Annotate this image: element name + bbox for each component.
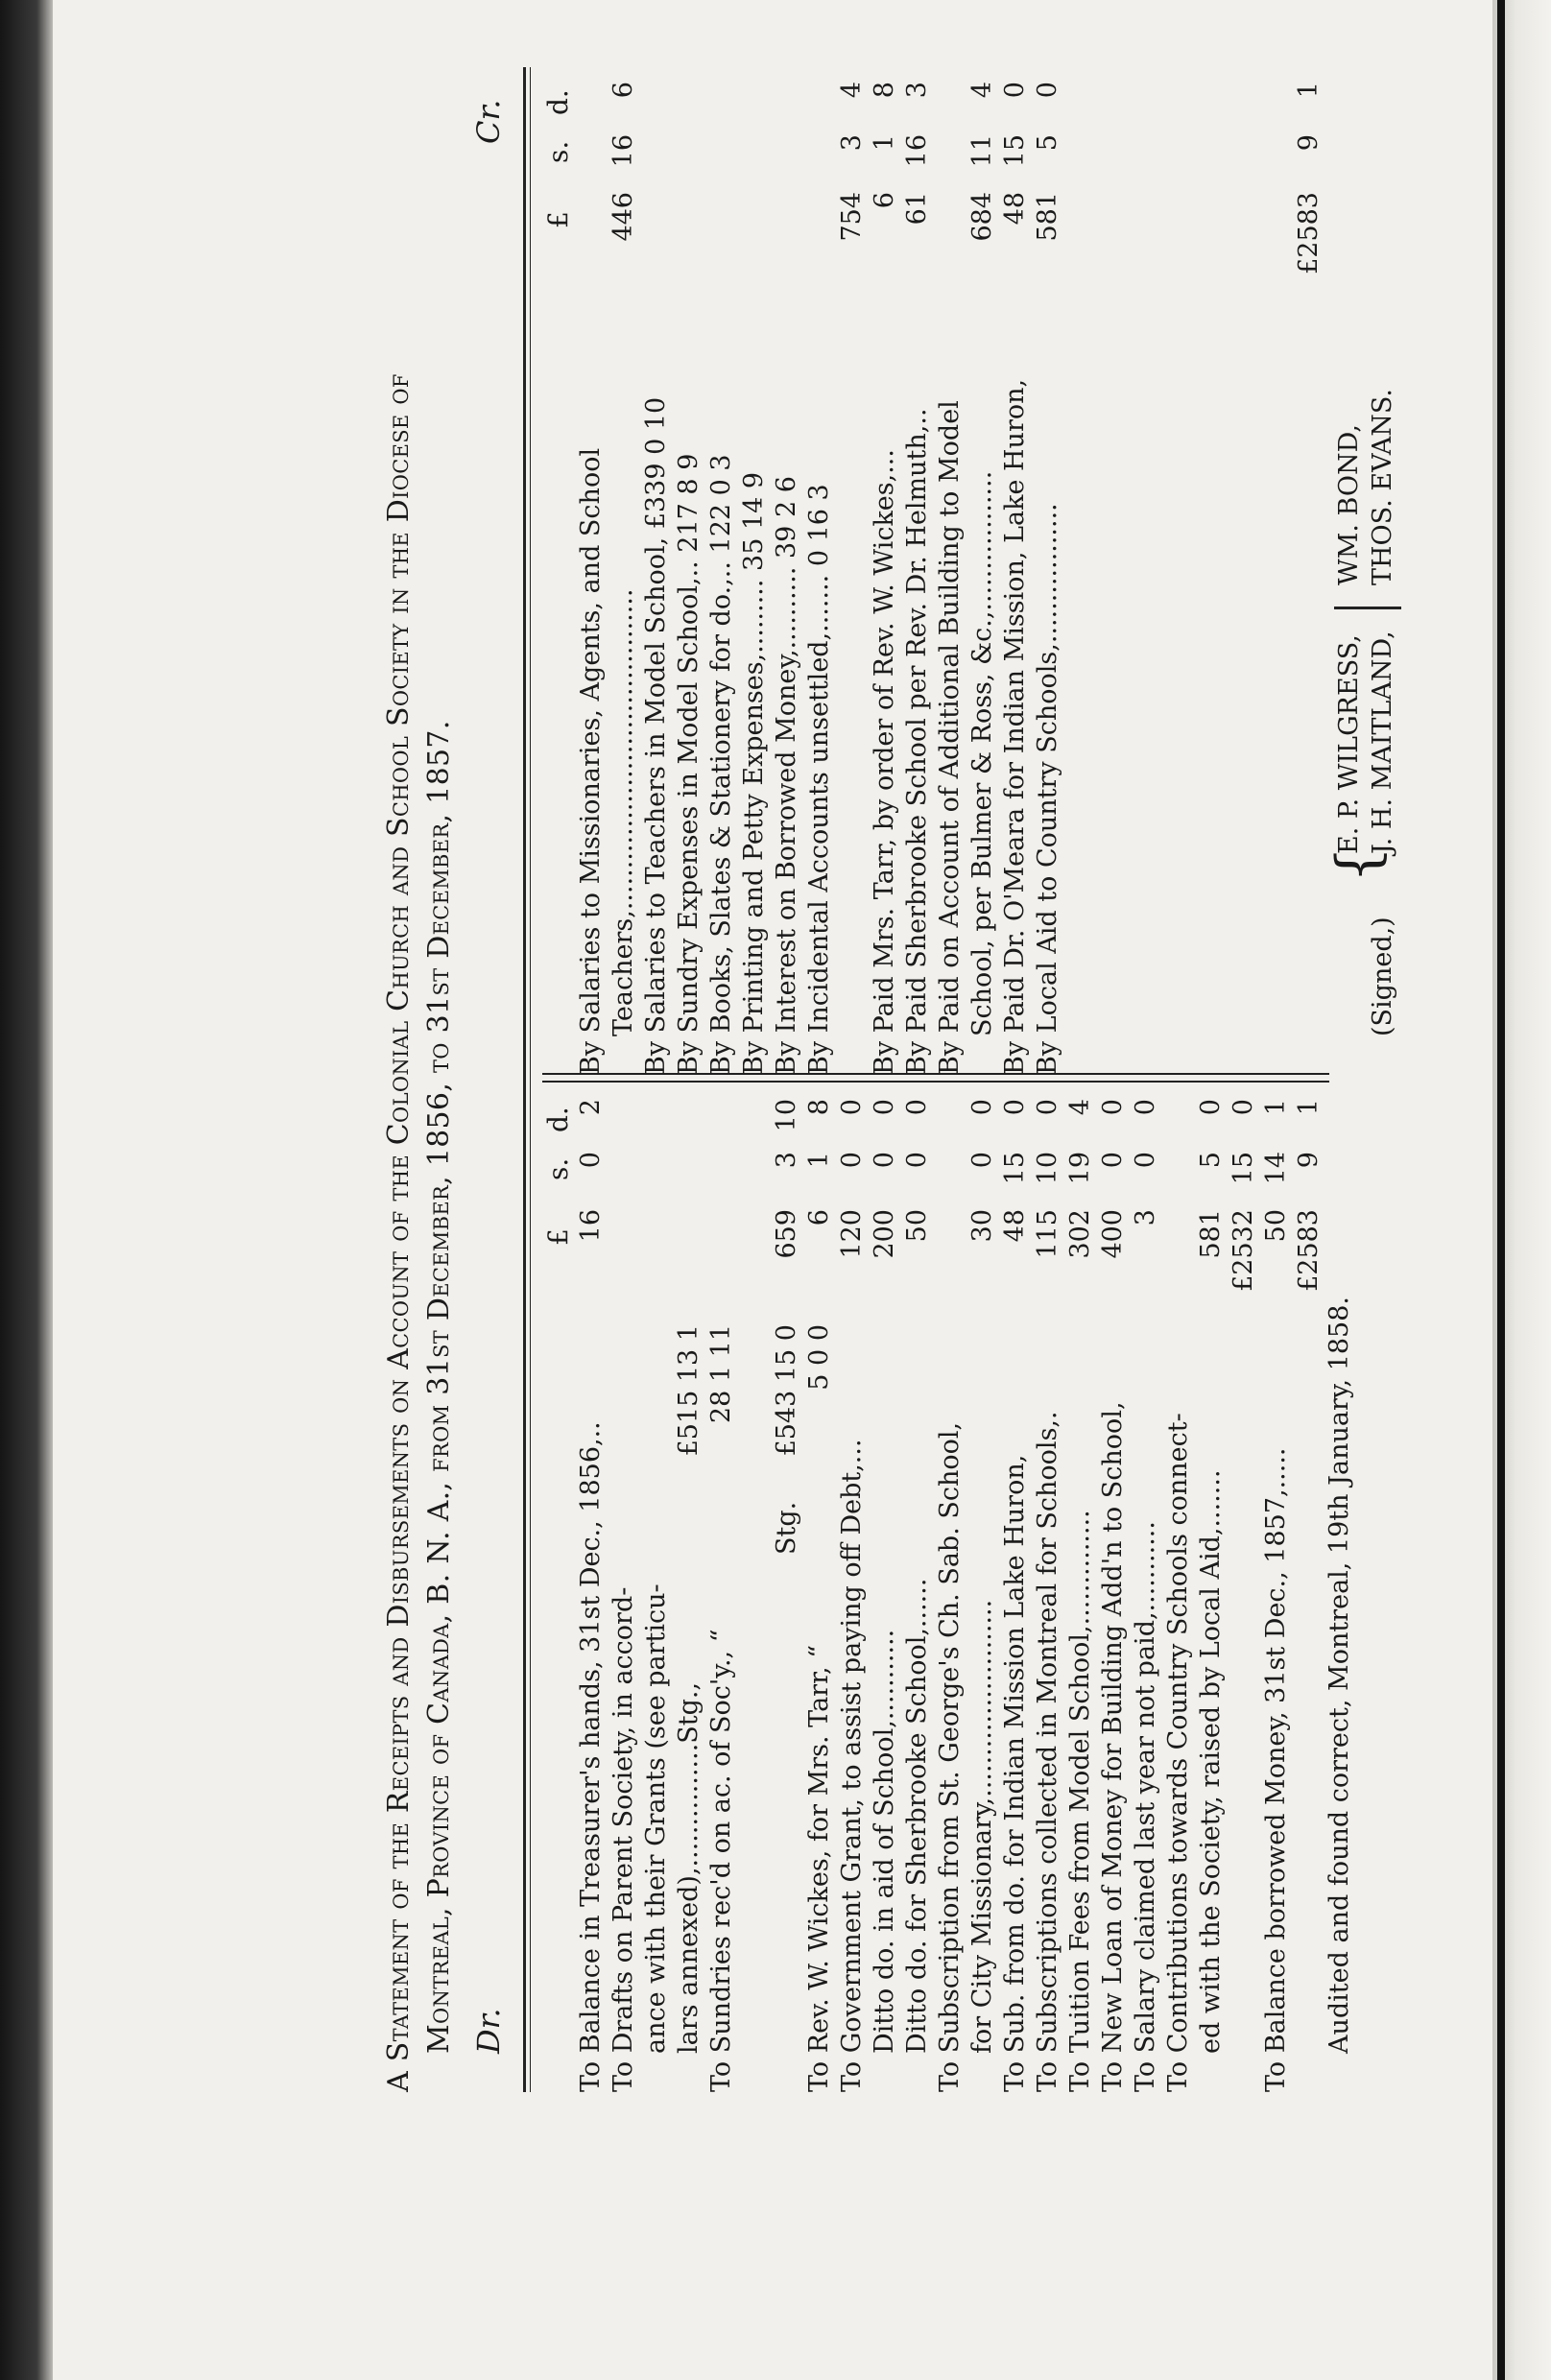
statement-title [379,115,460,2092]
receipt-amount-pounds: 50 [902,1209,932,1243]
top-rule-2 [530,67,531,2092]
receipt-row [575,1084,608,2092]
disbursement-row [1032,67,1064,1075]
receipt-amount-pounds: 6 [804,1209,834,1226]
receipt-amount-pounds: 659 [772,1209,801,1259]
receipt-amount-shillings: 15 [1229,1152,1258,1185]
disbursement-amount-pounds: 754 [837,192,867,242]
receipt-amount-shillings: 0 [837,1152,867,1169]
disbursement-amount-shillings: 16 [902,134,932,168]
receipt-row [640,1084,673,2092]
receipt-row [901,1084,934,2092]
disbursement-row [999,67,1032,1075]
receipt-amount-pence: 0 [837,1099,867,1116]
disbursement-amount-pounds: 6 [870,192,899,209]
receipt-amount-pounds: 200 [870,1209,899,1259]
disbursement-amount-pounds: 61 [902,192,932,226]
receipt-amount-shillings: 3 [772,1152,801,1169]
receipt-row [1097,1084,1130,2092]
receipt-amount-pence: 0 [1229,1099,1258,1116]
receipt-subtotal: 28 1 11 [706,1324,736,1424]
receipt-amount-pounds: 581 [1196,1209,1226,1259]
receipt-amount-pounds: £2583 [1294,1209,1324,1292]
disbursement-amount-pence: 4 [967,82,997,99]
receipt-amount-pence: 1 [1294,1099,1324,1116]
receipt-text: To Subscriptions collected in Montreal for Schools,. [1033,1411,1062,2092]
receipt-amount-pounds: 120 [837,1209,867,1259]
receipt-amount-pence: 0 [1098,1099,1128,1116]
credit-label: Cr. [470,99,507,144]
receipt-row [869,1084,901,2092]
receipt-amount-pounds: 115 [1033,1209,1062,1259]
disbursement-row [771,67,803,1075]
disbursement-amount-pence: 0 [1000,82,1030,99]
receipt-text: To Balance borrowed Money, 31st Dec., 1857,..... [1261,1447,1291,2092]
disbursement-text: By Paid on Account of Additional Building to Model [935,400,965,1075]
disbursement-row [1097,67,1130,1075]
disbursement-row [934,67,966,1075]
shillings-header: s. [542,140,574,163]
receipt-amount-shillings: 0 [967,1152,997,1169]
receipt-amount-pence: 8 [804,1099,834,1116]
receipt-amount-shillings: 1 [804,1152,834,1169]
disbursement-row [673,67,705,1075]
receipt-row [836,1084,869,2092]
disbursement-amount-pence: 4 [837,82,867,99]
disbursement-row [575,67,608,1075]
brace-glyph: { [1324,845,1392,883]
disbursement-text: By Printing and Petty Expenses,......... 35 14 9 [739,471,769,1075]
disbursements-currency-header [542,67,575,1075]
receipt-text: Stg. [772,1501,801,1555]
disbursement-amount-shillings: 11 [967,134,997,168]
title-line-2: Montreal, Province of Canada, B. N. A., from 31st December, 1856, to 31st December, 1857. [422,720,456,2054]
receipt-subtotal: £515 13 1 [674,1324,704,1457]
debit-label: Dr. [470,2008,507,2054]
receipt-text: To Government Grant, to assist paying off Debt,... [837,1439,867,2092]
receipt-row [608,1084,640,2092]
receipt-amount-pounds: 302 [1065,1209,1095,1259]
receipt-amount-pence: 0 [1033,1099,1062,1116]
disbursement-text: By Salaries to Missionaries, Agents, and School [576,447,606,1075]
pence-header: d. [542,1107,574,1132]
receipt-text: lars annexed),...............Stg., [674,1681,704,2054]
disbursement-row [1228,67,1260,1075]
scanned-page [53,0,1492,2380]
disbursement-row [803,67,836,1075]
receipt-amount-pounds: 48 [1000,1209,1030,1243]
receipt-text: To New Loan of Money for Building Add'n to School, [1098,1401,1128,2092]
disbursement-text: School, per Bulmer & Ross, &c.,................. [967,470,997,1036]
disbursement-text: By Local Aid to Country Schools,................. [1033,503,1062,1075]
receipt-amount-pounds: 30 [967,1209,997,1243]
disbursement-amount-pounds: £2583 [1294,192,1324,274]
disbursement-text: By Salaries to Teachers in Model School, £339 0 10 [641,396,671,1075]
disbursement-row [705,67,738,1075]
receipt-amount-pence: 1 [1261,1099,1291,1116]
receipt-text: To Subscription from St. George's Ch. Sab. School, [935,1421,965,2092]
receipt-text: ed with the Society, raised by Local Aid,....... [1196,1469,1226,2054]
receipt-text: Ditto do. in aid of School,........... [870,1629,899,2054]
signature-evans: THOS. EVANS. [1368,388,1397,585]
receipt-subtotal: £543 15 0 [772,1324,801,1457]
receipt-row [1293,1084,1325,2092]
receipt-row [966,1084,999,2092]
disbursement-row [738,67,771,1075]
receipt-amount-shillings: 0 [902,1152,932,1169]
receipt-row [1162,1084,1195,2092]
disbursement-text: By Paid Sherbrooke School per Rev. Dr. Helmuth,.. [902,408,932,1075]
receipt-text: To Sundries rec'd on ac. of Soc'y., “ [706,1629,736,2092]
receipt-amount-shillings: 14 [1261,1152,1291,1185]
receipt-text: ance with their Grants (see particu- [641,1583,671,2054]
disbursement-amount-shillings: 15 [1000,134,1030,168]
disbursement-amount-pounds: 684 [967,192,997,242]
shillings-header: s. [542,1157,574,1180]
receipt-text: To Contributions towards Country Schools connect- [1163,1413,1193,2092]
receipt-amount-pence: 2 [576,1099,606,1116]
title-line-1: A Statement of the Receipts and Disbursements on Account of the Colonial Church and School Society in the Diocese of [382,373,416,2092]
receipt-row [934,1084,966,2092]
receipt-text: To Sub. from do. for Indian Mission Lake Huron, [1000,1454,1030,2092]
disbursements-column [542,67,1325,1075]
disbursement-row [1293,67,1325,1075]
receipt-amount-pounds: 16 [576,1209,606,1243]
receipt-row [1032,1084,1064,2092]
disbursement-amount-pounds: 446 [608,192,638,242]
receipt-row [673,1084,705,2092]
receipt-amount-shillings: 9 [1294,1152,1324,1169]
disbursement-text: By Books, Slates & Stationery for do.,.. 122 0 3 [706,454,736,1075]
pounds-header: £ [542,211,574,228]
pounds-header: £ [542,1228,574,1246]
disbursement-amount-shillings: 16 [608,134,638,168]
receipt-amount-shillings: 0 [1131,1152,1160,1169]
disbursement-amount-pounds: 48 [1000,192,1030,226]
disbursement-row [1260,67,1293,1075]
disbursement-amount-pence: 8 [870,82,899,99]
disbursement-amount-shillings: 9 [1294,134,1324,152]
receipt-row [999,1084,1032,2092]
disbursement-amount-pounds: 581 [1033,192,1062,242]
top-rule [523,67,526,2092]
disbursement-row [901,67,934,1075]
receipt-text: To Salary claimed last year not paid,........... [1131,1521,1160,2092]
disbursement-text: Teachers,....................................... [608,588,638,1036]
rotated-statement [379,58,1416,2092]
disbursement-row [836,67,869,1075]
receipt-row [771,1084,803,2092]
receipt-text: Ditto do. for Sherbrooke School,...... [902,1578,932,2054]
disbursement-row [640,67,673,1075]
disbursement-row [966,67,999,1075]
disbursement-amount-pence: 3 [902,82,932,99]
receipt-amount-shillings: 10 [1033,1152,1062,1185]
receipt-row [1064,1084,1097,2092]
receipt-row [803,1084,836,2092]
receipt-amount-pence: 4 [1065,1099,1095,1116]
receipt-amount-pence: 0 [870,1099,899,1116]
receipt-text: for City Missionary,........................ [967,1599,997,2054]
receipt-text: To Balance in Treasurer's hands, 31st Dec., 1856,.. [576,1421,606,2092]
signature-bond: WM. BOND, [1334,424,1364,585]
book-spine [1497,0,1505,2380]
receipt-amount-pence: 0 [1196,1099,1226,1116]
receipt-row [705,1084,738,2092]
disbursement-row [608,67,640,1075]
disbursement-amount-pence: 0 [1033,82,1062,99]
signature-wilgress: E. P. WILGRESS, [1334,634,1364,854]
receipt-subtotal: 5 0 0 [804,1324,834,1391]
receipt-amount-shillings: 0 [576,1152,606,1169]
receipts-currency-header [542,1084,575,2092]
receipt-amount-pounds: 3 [1131,1209,1160,1226]
page-left-edge [0,0,53,2380]
disbursement-row [1130,67,1162,1075]
receipt-amount-shillings: 0 [870,1152,899,1169]
disbursement-text: By Paid Mrs. Tarr, by order of Rev. W. Wickes,... [870,449,899,1075]
disbursement-row [869,67,901,1075]
pence-header: d. [542,89,574,115]
receipts-column [542,1084,1325,2092]
receipt-row [1228,1084,1260,2092]
audited-note: Audited and found correct, Montreal, 19th January, 1858. [1324,1297,1354,2054]
disbursement-text: By Interest on Borrowed Money,.......... 39 2 6 [772,476,801,1075]
receipt-amount-pounds: £2532 [1229,1209,1258,1292]
receipt-row [1195,1084,1228,2092]
receipt-row [1260,1084,1293,2092]
receipt-amount-pence: 0 [967,1099,997,1116]
signature-divider [1334,607,1401,609]
receipt-amount-shillings: 0 [1098,1152,1128,1169]
disbursement-amount-shillings: 5 [1033,134,1062,152]
receipt-amount-pence: 0 [902,1099,932,1116]
receipt-text: To Rev. W. Wickes, for Mrs. Tarr, “ [804,1644,834,2092]
receipt-text: To Tuition Fees from Model School,.............. [1065,1510,1095,2092]
receipt-amount-pounds: 50 [1261,1209,1291,1243]
disbursement-amount-shillings: 3 [837,134,867,152]
disbursement-row [1162,67,1195,1075]
signed-label: (Signed,) [1368,916,1397,1036]
receipt-row [1130,1084,1162,2092]
disbursement-amount-pence: 1 [1294,82,1324,99]
disbursement-amount-pence: 6 [608,82,638,99]
disbursement-row [1064,67,1097,1075]
disbursement-text: By Paid Dr. O'Meara for Indian Mission, Lake Huron, [1000,378,1030,1075]
disbursement-amount-shillings: 1 [870,134,899,152]
receipt-amount-shillings: 5 [1196,1152,1226,1169]
disbursement-row [1195,67,1228,1075]
disbursement-text: By Sundry Expenses in Model School,.. 217 8 9 [674,453,704,1075]
disbursement-text: By Incidental Accounts unsettled,....... 0 16 3 [804,484,834,1075]
receipt-text: To Drafts on Parent Society, in accord- [608,1586,638,2092]
receipt-amount-pence: 10 [772,1099,801,1132]
receipt-row [738,1084,771,2092]
receipt-amount-shillings: 19 [1065,1152,1095,1185]
receipt-amount-pounds: 400 [1098,1209,1128,1259]
receipt-amount-shillings: 15 [1000,1152,1030,1185]
signature-maitland: J. H. MAITLAND, [1368,631,1397,854]
receipt-amount-pence: 0 [1131,1099,1160,1116]
receipt-amount-pence: 0 [1000,1099,1030,1116]
